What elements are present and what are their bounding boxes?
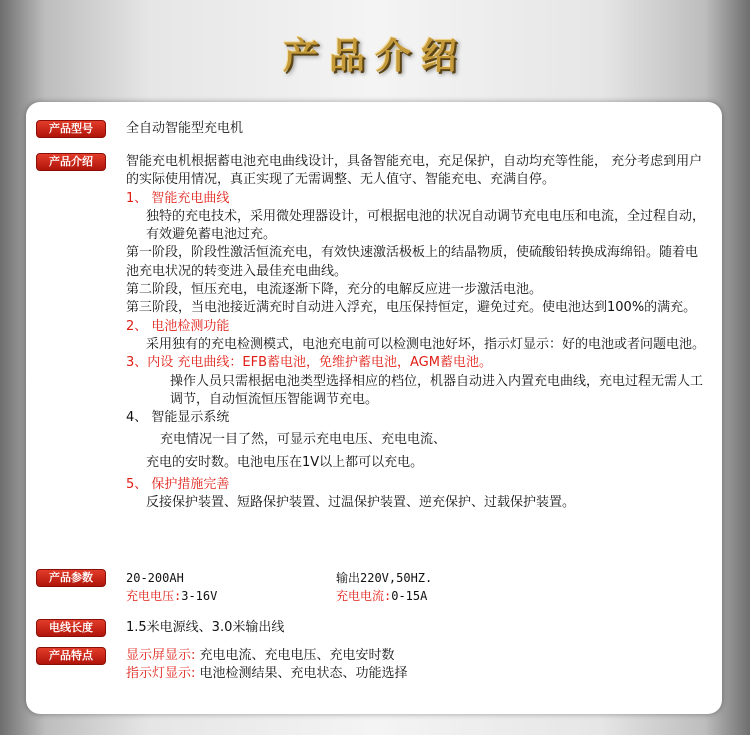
output-value: 输出220V,50HZ. [336, 571, 433, 585]
model-value: 全自动智能型充电机 [126, 121, 244, 136]
model-badge: 产品型号 [36, 120, 106, 138]
section-title-display: 4、 智能显示系统 [126, 410, 230, 426]
voltage-value: 3-16V [181, 589, 218, 603]
product-card [26, 102, 722, 714]
display-feature [126, 647, 706, 665]
intro-badge: 产品介绍 [36, 153, 106, 171]
indicator-feature [126, 665, 706, 683]
section-title-curve: 1、 智能充电曲线 [126, 190, 230, 206]
protection-paragraph: 反接保护装置、短路保护装置、过温保护装置、逆充保护、过载保护装置。 [146, 495, 576, 511]
params-section [36, 569, 706, 606]
builtin-paragraph: 操作人员只需根据电池类型选择相应的档位，机器自动进入内置充电曲线，充电过程无需人工调节，自动恒流恒压智能调节充电。 [170, 373, 704, 407]
features-badge: 产品特点 [36, 647, 106, 665]
section-title-protection: 5、 保护措施完善 [126, 477, 230, 493]
current-row [336, 587, 427, 605]
current-label: 充电电流: [336, 589, 392, 603]
params-badge: 产品参数 [36, 569, 106, 587]
params-grid [126, 569, 706, 606]
features-content [126, 647, 706, 684]
stage-two-text: 第二阶段，恒压充电，电流逐渐下降，充分的电解反应进一步激活电池。 [126, 282, 543, 298]
detection-paragraph: 采用独有的充电检测模式，电池充电前可以检测电池好坏，指示灯显示：好的电池或者问题电池。 [146, 336, 706, 352]
curve-paragraph: 独特的充电技术，采用微处理器设计，可根据电池的状况自动调节充电电压和电流，全过程自动，有效避免蓄电池过充。 [146, 208, 706, 243]
intro-lead: 智能充电机根据蓄电池充电曲线设计，具备智能充电，充足保护，自动均充等性能， 充分考虑到用户的实际使用情况，真正实现了无需调整、无人值守、智能充电、充满自停。 [126, 154, 703, 188]
stage-one-text: 第一阶段，阶段性激活恒流充电，有效快速激活极板上的结晶物质，使硫酸铅转换成海绵铅。随着电池充电状况的转变进入最佳充电曲线。 [126, 245, 699, 279]
cable-badge: 电线长度 [36, 619, 106, 637]
display-feature-value: 充电电流、充电电压、充电安时数 [199, 648, 395, 663]
page-title: 产品介绍 [282, 35, 467, 77]
display-feature-label: 显示屏显示: [126, 648, 196, 663]
display-line-2: 充电的安时数。电池电压在1V以上都可以充电。 [146, 454, 424, 470]
intro-content [126, 153, 706, 513]
section-title-detection: 2、 电池检测功能 [126, 318, 230, 334]
current-value: 0-15A [391, 589, 428, 603]
stage-three-text: 第三阶段，当电池接近满充时自动进入浮充，电压保持恒定，避免过充。使电池达到100%的满充。 [126, 300, 697, 316]
indicator-feature-label: 指示灯显示: [126, 666, 196, 682]
cable-value: 1.5米电源线、3.0米输出线 [126, 620, 285, 635]
voltage-label: 充电电压: [126, 589, 182, 603]
indicator-feature-value: 电池检测结果、充电状态、功能选择 [199, 666, 408, 682]
capacity-value: 20-200AH [126, 571, 184, 585]
section-title-curves-builtin: 3、内设 充电曲线：EFB蓄电池，免维护蓄电池，AGM蓄电池。 [126, 355, 492, 371]
display-line-1: 充电情况一目了然，可显示充电电压、充电电流、 [160, 432, 447, 448]
voltage-row [126, 587, 217, 605]
